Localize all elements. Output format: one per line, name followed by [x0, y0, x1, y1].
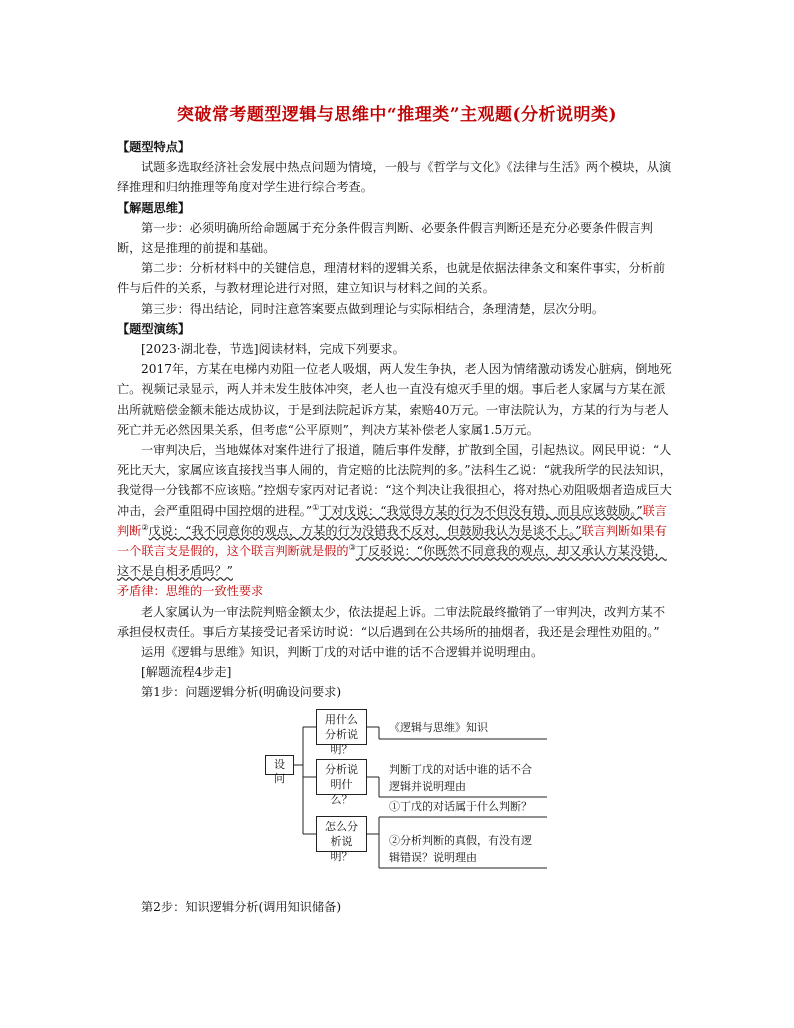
wu-statement: 戊说：“我不同意你的观点，方某的行为没错我不反对，但鼓励我认为是谈不上。” — [148, 523, 582, 538]
thinking-step-1: 第一步：必须明确所给命题属于充分条件假言判断、必要条件假言判断还是充分必要条件假言判断，这是推理的前提和基础。 — [117, 220, 653, 256]
thinking-step-2: 第二步：分析材料中的关键信息，理清材料的逻辑关系，也就是依据法律条文和案件事实，分析前件与后件的关系，与教材理论进行对照，建立知识与材料之间的关系。 — [117, 261, 666, 296]
marker-3: ③ — [348, 543, 356, 552]
ding-statement: 丁对戊说：“我觉得方某的行为不但没有错，而且应该鼓励。” — [319, 503, 643, 518]
diagram-leaf-truth-line-2: 辑错误？说明理由 — [389, 850, 477, 864]
flow-heading: [解题流程4步走] — [141, 665, 232, 680]
diagram-leaf-knowledge: 《逻辑与思维》知识 — [389, 720, 488, 734]
practice-source: [2023·湖北卷，节选]阅读材料，完成下列要求。 — [141, 342, 405, 357]
diagram-branch-how-to-analyze: 怎么分析说明？ — [316, 816, 367, 852]
material-paragraph-2-text: 一审判决后，当地媒体对案件进行了报道，随后事件发酵，扩散到全国，引起热议。网民甲说：“人死比天大，家属应该直接找当事人闹的，肯定赔的比法院判的多。”法科生乙说：“就我所学的民法知识，我觉得一分钱都不应该赔。”控烟专家丙对记者说：“这个判决让我很担心，将对热心劝阻吸烟者造成巨大冲击，会严重阻碍中国控烟的进程。” — [117, 443, 672, 518]
ding-rebuttal: 丁反驳说：“你既然不同意我的观点，却又承认方某没错，这不是自相矛盾吗？” — [117, 544, 667, 579]
diagram-leaf-truth-line-1: ②分析判断的真假，有没有逻 — [389, 833, 532, 847]
features-text: 试题多选取经济社会发展中热点问题为情境，一般与《哲学与文化》《法律与生活》两个模块，从演绎推理和归纳推理等角度对学生进行综合考查。 — [117, 160, 672, 195]
material-paragraph-3: 老人家属认为一审法院判赔金额太少，依法提起上诉。二审法院最终撤销了一审判决，改判方某不承担侵权责任。事后方某接受记者采访时说：“以后遇到在公共场所的抽烟者，我还是会理性劝阻的。” — [117, 604, 666, 639]
section-heading-practice: 【题型演练】 — [117, 321, 191, 336]
question-analysis-diagram — [117, 707, 677, 897]
annotation-conjunctive-judgment: 联言判断 — [117, 503, 667, 538]
diagram-leaf-task-line-2: 逻辑并说明理由 — [389, 779, 466, 793]
document-page — [117, 100, 677, 917]
material-paragraph-2 — [117, 440, 677, 602]
question-text: 运用《逻辑与思维》知识，判断丁戊的对话中谁的话不合逻辑并说明理由。 — [141, 645, 544, 660]
diagram-leaf-judgment-type: ①丁戊的对话属于什么判断？ — [389, 799, 532, 813]
marker-1: ① — [312, 502, 320, 512]
thinking-step-3: 第三步：得出结论，同时注意答案要点做到理论与实际相结合，条理清楚，层次分明。 — [141, 301, 605, 316]
flow-step-2: 第2步：知识逻辑分析(调用知识储备) — [141, 899, 342, 914]
diagram-branch-what-knowledge: 用什么分析说明？ — [316, 709, 367, 745]
section-heading-thinking: 【解题思维】 — [117, 200, 191, 215]
marker-2: ② — [141, 522, 149, 532]
flow-step-1: 第1步：问题逻辑分析(明确设问要求) — [141, 685, 342, 700]
material-paragraph-1: 2017年，方某在电梯内劝阻一位老人吸烟，两人发生争执，老人因为情绪激动诱发心脏病，倒地死亡。视频记录显示，两人并未发生肢体冲突，老人也一直没有熄灭手里的烟。事后老人家属与方某在派出所就赔偿金额未能达成协议，于是到法院起诉方某，索赔40万元。一审法院认为，方某的行为与老人死亡并无必然因果关系，但考虑“公平原则”，判决方某补偿老人家属1.5万元。 — [117, 362, 672, 437]
annotation-contradiction-law: 矛盾律：思维的一致性要求 — [117, 584, 264, 599]
section-heading-features: 【题型特点】 — [117, 140, 191, 154]
diagram-root-box: 设问 — [265, 755, 294, 775]
document-title: 突破常考题型逻辑与思维中“推理类”主观题(分析说明类) — [176, 105, 618, 125]
annotation-conjunctive-rule: 联言判断如果有一个联言支是假的，这个联言判断就是假的 — [117, 523, 667, 559]
diagram-branch-what-to-analyze: 分析说明什么？ — [316, 759, 367, 795]
diagram-leaf-task-line-1: 判断丁戊的对话中谁的话不合 — [389, 762, 532, 776]
